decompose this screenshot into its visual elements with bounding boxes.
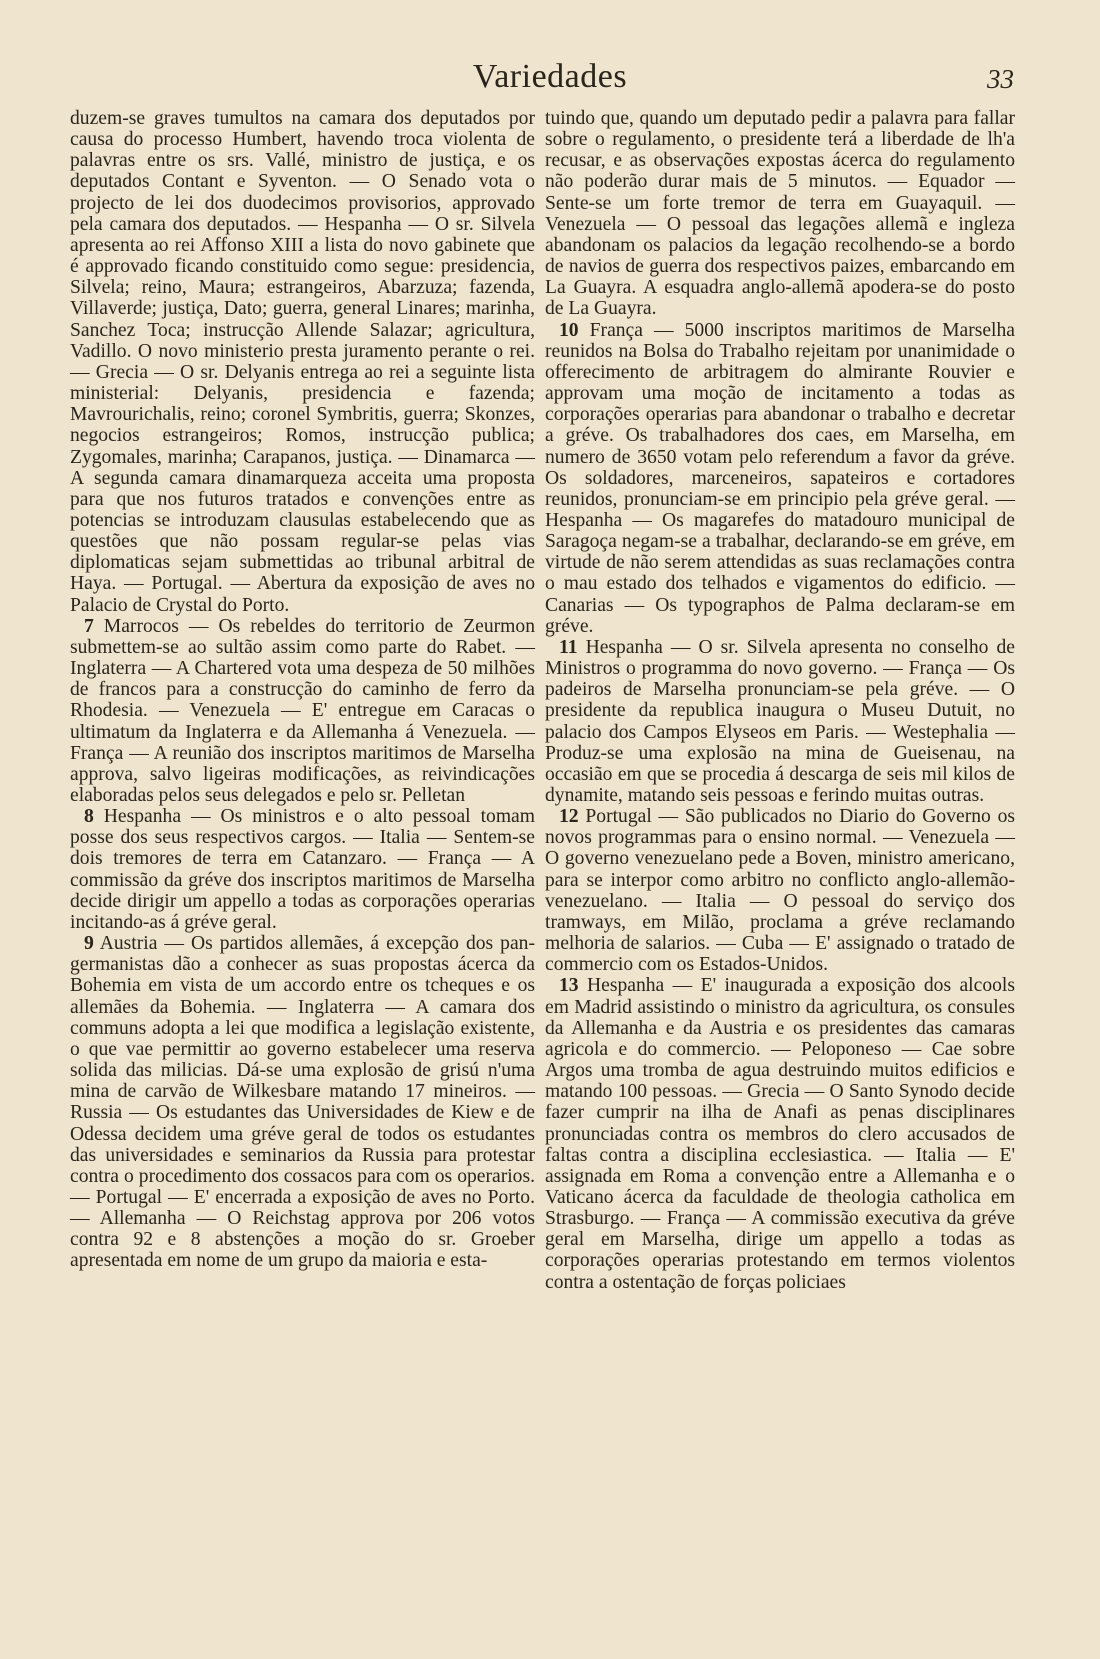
chronicle-entry	[545, 320, 1015, 637]
entry-day: 12	[559, 806, 579, 828]
entry-text: Portugal — São publicados no Diario do Governo os novos programmas para o ensino normal. — Venezuela — O governo venezuelano pede a Boven, ministro americano, para se interpor como arbitro no conflicto anglo-allemão-venezuelano. — Italia — O pessoal do serviço dos tramways, em Milão, proclama a gréve reclamando melhoria de salarios. — Cuba — E' assignado o tratado de commercio com os Estados-Unidos.	[545, 806, 1016, 976]
chronicle-entry	[70, 806, 535, 933]
entry-day: 8	[84, 806, 94, 828]
page-header	[0, 58, 1100, 106]
chronicle-entry	[545, 637, 1015, 806]
chronicle-entry	[545, 806, 1015, 975]
entry-day: 11	[559, 636, 578, 658]
entry-day: 9	[84, 933, 94, 955]
entry-day: 7	[84, 615, 94, 637]
chronicle-entry	[545, 975, 1015, 1292]
entry-text: Hespanha — Os ministros e o alto pessoal tomam posse dos seus respectivos cargos. — Italia — Sentem-se dois tremores de terra em Catanzaro. — França — A commissão da gréve dos inscriptos maritimos de Marselha decide dirigir um appello a todas as corporações operarias incitando-as á gréve geral.	[70, 806, 535, 933]
chronicle-entry	[70, 108, 535, 616]
entry-text: Hespanha — O sr. Silvela apresenta no conselho de Ministros o programma do novo governo. — França — Os padeiros de Marselha pronunciam-se pela gréve. — O presidente da republica inaugura o Museu Dutuit, no palacio dos Campos Elyseos em Paris. — Westephalia — Produz-se uma explosão na mina de Gueisenau, na occasião em que se procedia á descarga de seis mil kilos de dynamite, matando seis pessoas e ferindo muitas outras.	[545, 636, 1015, 806]
chronicle-entry	[70, 616, 535, 806]
right-column	[545, 108, 1015, 1293]
page-number: 33	[987, 64, 1014, 94]
left-column	[70, 108, 535, 1272]
entry-text: Austria — Os partidos allemães, á excepção dos pan-germanistas dão a conhecer as suas propostas ácerca da Bohemia em vista de um accordo entre os tcheques e os allemães da Bohemia. — Inglaterra — A camara dos communs adopta a lei que modifica a legislação existente, o que vae permittir ao governo estabelecer uma reserva solida das milicias. Dá-se uma explosão de grisú n'uma mina de carvão de Wilkesbare matando 17 mineiros. — Russia — Os estudantes das Universidades de Kiew e de Odessa decidem uma gréve geral de todos os estudantes das universidades e seminarios da Russia para protestar contra o procedimento dos cossacos para com os operarios. — Portugal — E' encerrada a exposição de aves no Porto. — Allemanha — O Reichstag approva por 206 votos contra 92 e 8 abstenções a moção do sr. Groeber apresentada em nome de um grupo da maioria e esta-	[70, 933, 536, 1272]
entry-day: 13	[559, 975, 579, 997]
entry-text: Marrocos — Os rebeldes do territorio de Zeurmon submettem-se ao sultão assim como parte do Rabet. — Inglaterra — A Chartered vota uma despeza de 50 milhões de francos para a construcção do caminho de ferro da Rhodesia. — Venezuela — E' entregue em Caracas o ultimatum da Inglaterra e da Allemanha á Venezuela. — França — A reunião dos inscriptos maritimos de Marselha approva, salvo ligeiras modificações, as reivindicações elaboradas pelos seus delegados e pelo sr. Pelletan	[70, 615, 535, 806]
chronicle-entry	[70, 933, 535, 1272]
running-head: Variedades	[472, 58, 628, 95]
entry-text: Hespanha — E' inaugurada a exposição dos alcools em Madrid assistindo o ministro da agricultura, os consules da Allemanha e da Austria e os presidentes das camaras agricola e do commercio. — Peloponeso — Cae sobre Argos uma tromba de agua destruindo muitos edificios e matando 100 pessoas. — Grecia — O Santo Synodo decide fazer cumprir na ilha de Anafi as penas disciplinares pronunciadas contra os membros do clero accusados de faltas contra a disciplina ecclesiastica. — Italia — E' assignada em Roma a convenção entre a Allemanha e o Vaticano ácerca da faculdade de theologia catholica em Strasburgo. — França — A commissão executiva da gréve geral em Marselha, dirige um appello a todas as corporações operarias protestando em termos violentos contra a ostentação de forças policiaes	[545, 975, 1015, 1293]
entry-text: tuindo que, quando um deputado pedir a palavra para fallar sobre o regulamento, o presidente terá a liberdade de lh'a recusar, e as observações expostas ácerca do regulamento não poderão durar mais de 5 minutos. — Equador — Sente-se um forte tremor de terra em Guayaquil. — Venezuela — O pessoal das legações allemã e ingleza abandonam os palacios da legação recolhendo-se a bordo de navios de guerra dos respectivos paizes, embarcando em La Guayra. A esquadra anglo-allemã apodera-se do posto de La Guayra.	[545, 108, 1015, 320]
entry-text: duzem-se graves tumultos na camara dos deputados por causa do processo Humbert, havendo troca violenta de palavras entre os srs. Vallé, ministro de justiça, e os deputados Contant e Syventon. — O Senado vota o projecto de lei dos duodecimos provisorios, approvado pela camara dos deputados. — Hespanha — O sr. Silvela apresenta ao rei Affonso XIII a lista do novo gabinete que é approvado ficando constituido como segue: presidencia, Silvela; reino, Maura; estrangeiros, Abarzuza; fazenda, Villaverde; justiça, Dato; guerra, general Linares; marinha, Sanchez Toca; instrucção Allende Salazar; agricultura, Vadillo. O novo ministerio presta juramento perante o rei. — Grecia — O sr. Delyanis entrega ao rei a seguinte lista ministerial: Delyanis, presidencia e fazenda; Mavrourichalis, reino; coronel Symbritis, guerra; Skonzes, negocios estrangeiros; Romos, instrucção publica; Zygomales, marinha; Carapanos, justiça. — Dinamarca — A segunda camara dinamarqueza acceita uma proposta para que nos futuros tratados e convenções entre as potencias se introduzam clausulas estabelecendo que as questões que não possam regular-se pelas vias diplomaticas sejam submettidas ao tribunal arbitral de Haya. — Portugal. — Abertura da exposição de aves no Palacio de Crystal do Porto.	[70, 108, 535, 616]
entry-text: França — 5000 inscriptos maritimos de Marselha reunidos na Bolsa do Trabalho rejeitam por unanimidade o offerecimento de arbitragem do almirante Rouvier e approvam uma moção de incitamento a todas as corporações operarias para abandonar o trabalho e decretar a gréve. Os trabalhadores dos caes, em Marselha, em numero de 3650 votam pelo referendum a favor da gréve. Os soldadores, marceneiros, sapateiros e cortadores reunidos, pronunciam-se em principio pela gréve geral. — Hespanha — Os magarefes do matadouro municipal de Saragoça negam-se a trabalhar, declarando-se em gréve, em virtude de não serem attendidas as suas reclamações contra o mau estado dos telhados e vigamentos do edificio. — Canarias — Os typographos de Palma declaram-se em gréve.	[545, 319, 1015, 637]
entry-day: 10	[559, 319, 579, 341]
chronicle-entry	[545, 108, 1015, 320]
